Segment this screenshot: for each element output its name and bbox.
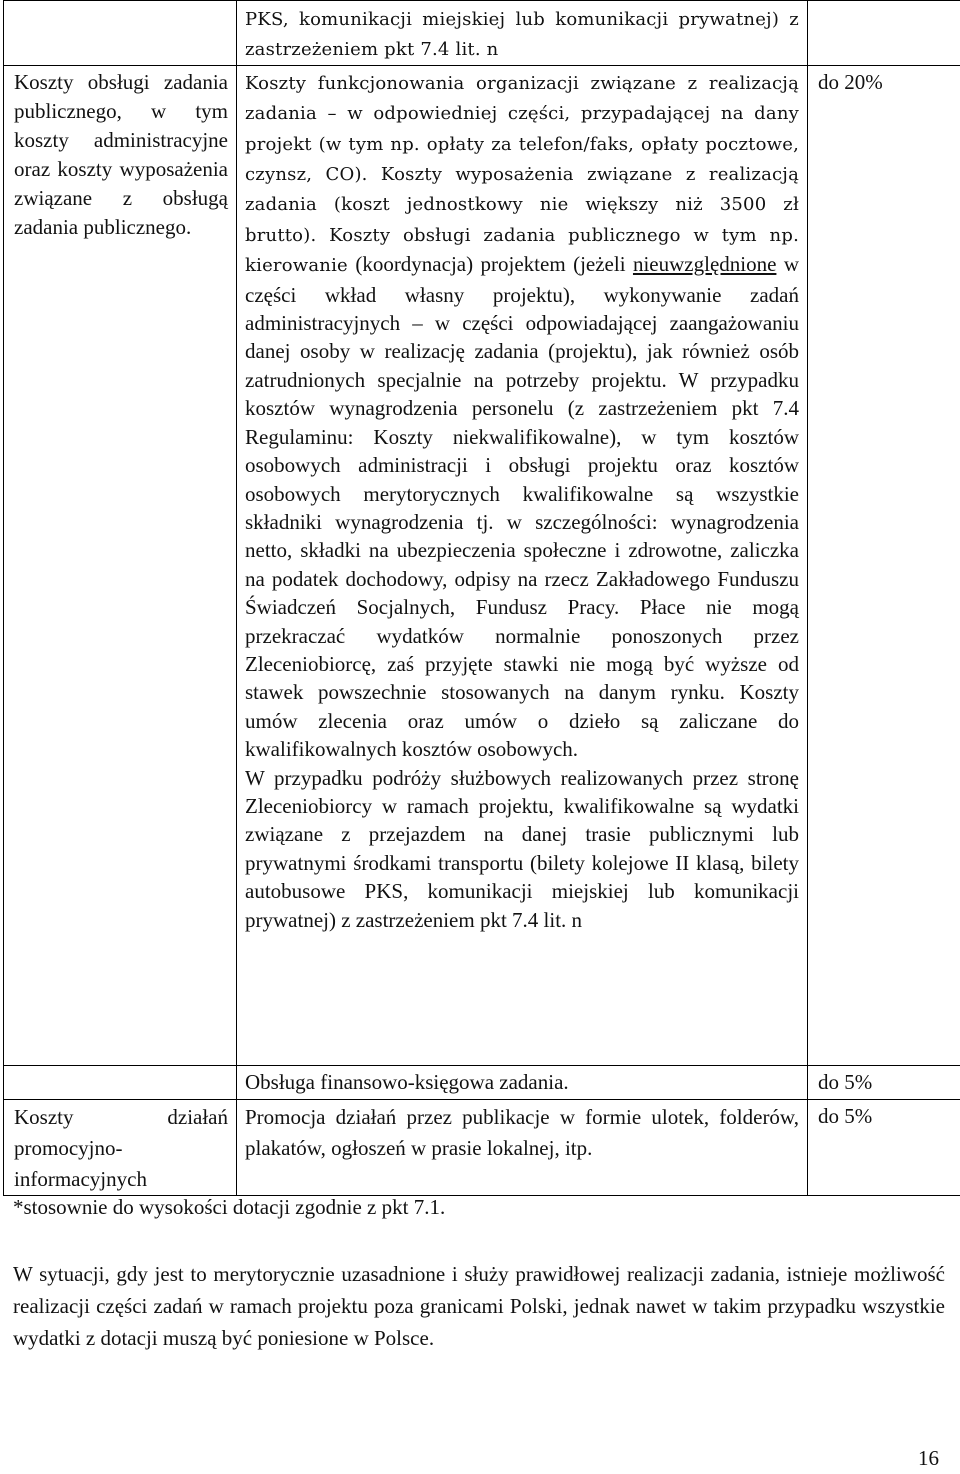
row2-limit: do 5%: [818, 1069, 873, 1094]
row1-travel-paragraph: W przypadku podróży służbowych realizowanych przez stronę Zleceniobiorcy w ramach projektu, kwalifikowalne są wydatki związane z przejazdem na danej trasie publicznymi lub prywatnymi środkami transportu (bilety kolejowe II klasą, bilety autobusowe PKS, komunikacji miejskiej lub komunikacji prywatnej) z zastrzeżeniem pkt 7.4 lit. n: [245, 765, 799, 932]
footnote: *stosownie do wysokości dotacji zgodnie z pkt 7.1.: [13, 1195, 446, 1219]
row1-limit: do 20%: [818, 69, 883, 94]
row3-category: Koszty działań promocyjno-informacyjnych: [14, 1104, 228, 1191]
row1-description-part: (koordynacja) projektem (jeżeli: [347, 252, 633, 277]
row1-description-part: w części wkład własny projektu), wykonywanie zadań administracyjnych – w części odpowiadającej zaangażowaniu danej osoby w realizację zadania (projektu), jak również osób zatrudnionych specjalnie na potrzeby projektu. W przypadku kosztów wynagrodzenia personelu (z zastrzeżeniem pkt 7.4 Regulaminu: Koszty niekwalifikowalne), w tym kosztów osobowych administracji i obsługi projektu oraz kosztów osobowych merytorycznych kwalifikowalne są wszystkie składniki wynagrodzenia tj. w szczególności: wynagrodzenia netto, składki na ubezpieczenia społeczne i zdrowotne, zaliczka na podatek dochodowy, odpisy na rzecz Zakładowego Funduszu Świadczeń Socjalnych, Fundusz Pracy. Płace nie mogą przekraczać wydatków normalnie ponoszonych przez Zleceniobiorcę, zaś przyjęte stawki nie mogą być wyższe od stawek powszechnie stosowanych na danym rynku. Koszty umów zlecenia oraz umów o dzieło są zaliczane do kwalifikowalnych kosztów osobowych.: [245, 252, 800, 762]
table-row: [4, 1, 960, 66]
row1-description: [245, 68, 799, 764]
limit-cell: [808, 1065, 960, 1099]
row1-category: Koszty obsługi zadania publicznego, w tym koszty administracyjne oraz koszty wyposażenia związane z obsługą zadania publicznego.: [14, 69, 228, 239]
category-cell: [4, 1065, 237, 1099]
description-cell: [237, 65, 808, 1065]
table-row: [4, 1065, 960, 1099]
row1-description-part: Koszty funkcjonowania organizacji związane z realizacją zadania – w odpowiedniej części, przypadającej na dany projekt (w tym np. opłaty za telefon/faks, opłaty pocztowe, czynsz, CO). Koszty wyposażenia związane z realizacją zadania (koszt jednostkowy nie większy niż 3500 zł brutto). Koszty obsługi zadania publicznego w tym np. kierowanie: [245, 72, 799, 277]
row3-description: Promocja działań przez publikacje w formie ulotek, folderów, plakatów, ogłoszeń w prasie lokalnej, itp.: [245, 1104, 799, 1160]
category-cell: [4, 1, 237, 66]
underlined-word: nieuwzględnione: [632, 252, 777, 277]
table-row: [4, 65, 960, 1065]
limit-cell: [808, 1099, 960, 1195]
row3-limit: do 5%: [818, 1103, 873, 1128]
row2-description: Obsługa finansowo-księgowa zadania.: [245, 1069, 569, 1094]
category-cell: [4, 65, 237, 1065]
body-paragraph: W sytuacji, gdy jest to merytorycznie uzasadnione i służy prawidłowej realizacji zadania, istnieje możliwość realizacji części zadań w ramach projektu poza granicami Polski, jednak nawet w takim przypadku wszystkie wydatki z dotacji muszą być poniesione w Polsce.: [13, 1262, 945, 1350]
table-row: [4, 1099, 960, 1195]
row0-description: PKS, komunikacji miejskiej lub komunikacji prywatnej) z zastrzeżeniem pkt 7.4 lit. n: [245, 9, 799, 61]
description-cell: [237, 1, 808, 66]
page-number: 16: [918, 1446, 939, 1470]
description-cell: [237, 1099, 808, 1195]
category-cell: [4, 1099, 237, 1195]
cost-categories-table: [3, 0, 960, 1196]
limit-cell: [808, 65, 960, 1065]
limit-cell: [808, 1, 960, 66]
description-cell: [237, 1065, 808, 1099]
